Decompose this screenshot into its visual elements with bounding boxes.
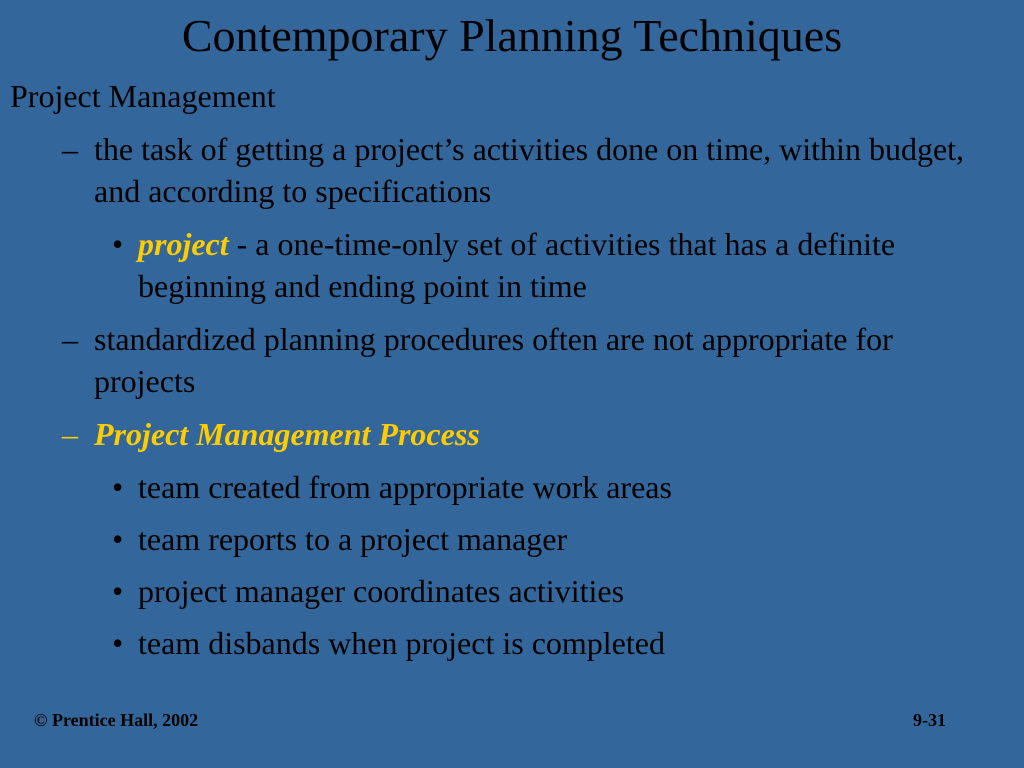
process-step [112, 518, 992, 560]
item-task-definition [62, 128, 992, 212]
item-standardized-procedures [62, 318, 992, 402]
process-step [112, 466, 992, 508]
bullet-marker: • [112, 226, 124, 262]
project-term: project [138, 226, 229, 262]
item-text: Project Management Process [94, 416, 480, 452]
process-step [112, 622, 992, 664]
item-project-management-process [62, 413, 992, 455]
project-definition: - a one-time-only set of activities that has a definite beginning and ending point in time [138, 226, 896, 304]
item-text: the task of getting a project’s activities done on time, within budget, and according to specifications [94, 131, 965, 209]
sub-item-project-definition [112, 223, 992, 307]
bullet-marker: • [112, 625, 124, 661]
page-number: 9-31 [913, 710, 946, 730]
item-text: standardized planning procedures often are not appropriate for projects [94, 321, 893, 399]
bullet-marker: • [112, 573, 124, 609]
process-step-text: team disbands when project is completed [138, 625, 665, 661]
bullet-marker: • [112, 521, 124, 557]
dash-marker: – [62, 416, 78, 452]
heading-project-management: Project Management [10, 78, 276, 114]
process-step-text: team created from appropriate work areas [138, 469, 672, 505]
process-step-text: team reports to a project manager [138, 521, 568, 557]
dash-marker: – [62, 321, 78, 357]
bullet-marker: • [112, 469, 124, 505]
process-step-text: project manager coordinates activities [138, 573, 625, 609]
sub-item-text [112, 223, 992, 307]
slide-title: Contemporary Planning Techniques [181, 10, 843, 61]
process-step [112, 570, 992, 612]
copyright-notice: © Prentice Hall, 2002 [34, 710, 199, 730]
dash-marker: – [62, 131, 78, 167]
